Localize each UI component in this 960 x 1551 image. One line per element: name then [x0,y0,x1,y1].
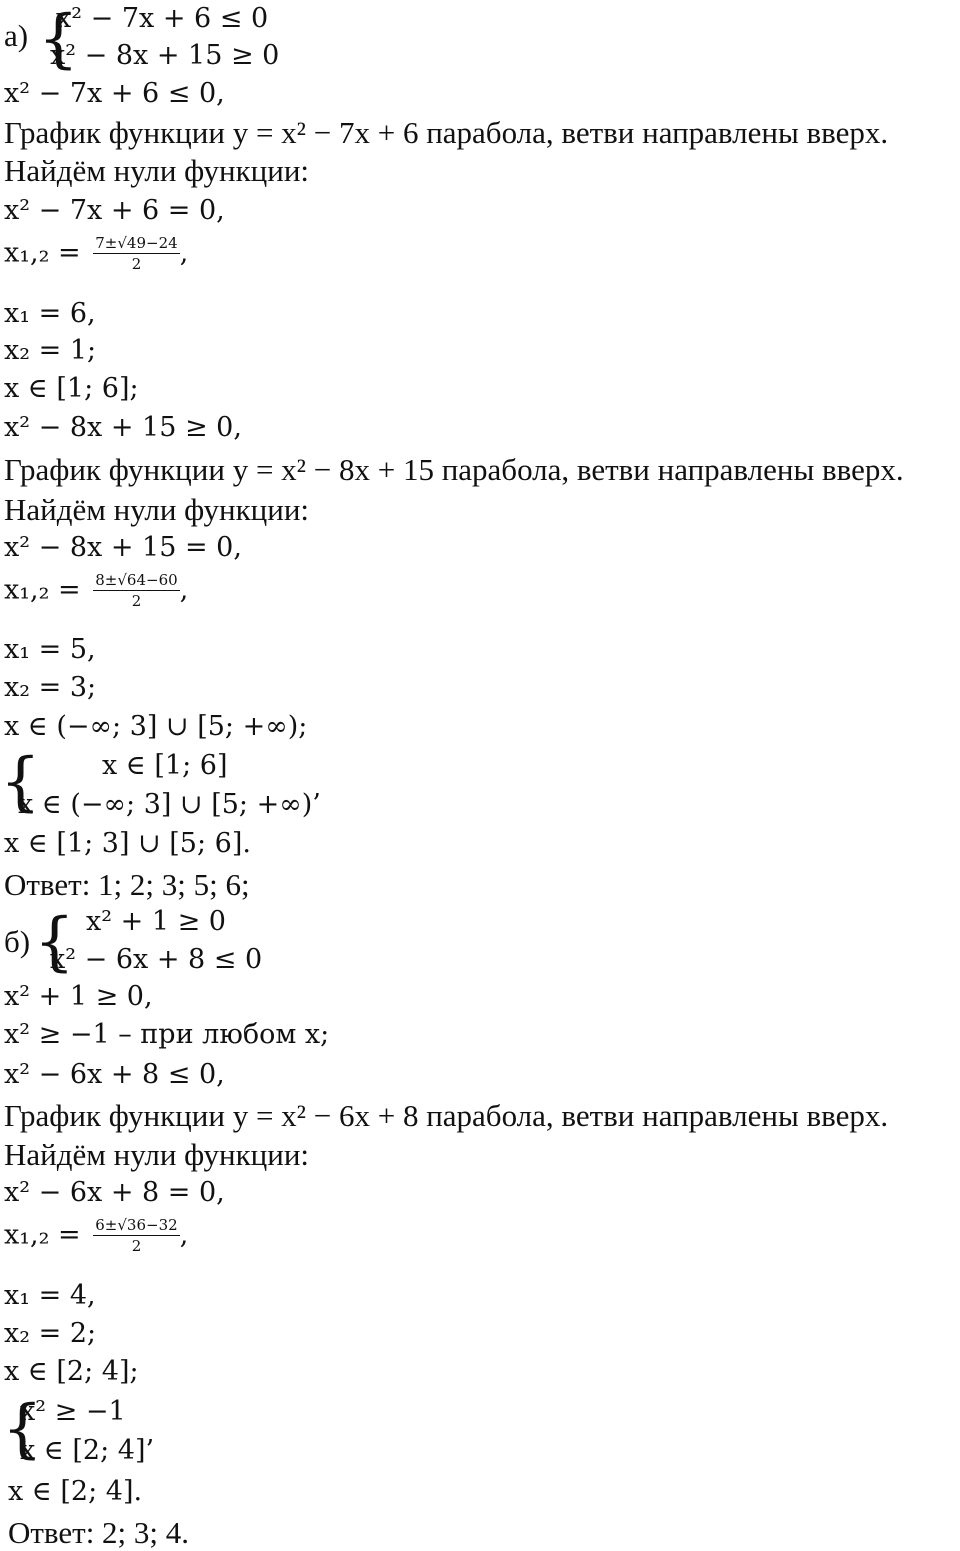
zeros-heading: Найдём нули функции: [4,1137,310,1172]
fraction-denominator: 2 [131,592,142,610]
inequality: x² − 8x + 15 ≥ 0, [4,412,242,443]
root-value: x₂ = 1; [4,335,97,366]
system-line: x² ≥ −1 [20,1396,126,1427]
system-brace: { [38,2,79,76]
roots-formula [4,573,188,609]
fraction-denominator: 2 [131,1237,142,1255]
roots-lhs: x₁,₂ = [4,1219,81,1251]
graph-statement: График функции y = x² − 7x + 6 парабола, ветви направлены вверх. [4,115,889,150]
roots-lhs: x₁,₂ = [4,237,81,269]
system-line: x ∈ (−∞; 3] ∪ [5; +∞)’ [18,789,321,820]
root-value: x₁ = 4, [4,1280,96,1311]
root-value: x₁ = 5, [4,634,96,665]
solution-interval: x ∈ (−∞; 3] ∪ [5; +∞); [4,711,308,742]
roots-tail: , [179,574,189,606]
system-line: x ∈ [2; 4]’ [20,1435,155,1466]
fraction-numerator: 7±√49−24 [95,234,178,252]
system-brace: { [2,1392,43,1466]
system-line: x² − 6x + 8 ≤ 0 [50,944,263,975]
fraction-numerator: 8±√64−60 [95,571,178,589]
solution-interval: x ∈ [2; 4]; [4,1356,139,1387]
result: x ∈ [1; 3] ∪ [5; 6]. [4,828,251,859]
system-line: x ∈ [1; 6] [102,750,228,781]
result: x ∈ [2; 4]. [8,1476,143,1507]
roots-tail: , [179,1219,189,1251]
part-a-label: а) [4,18,29,53]
fraction-numerator: 6±√36−32 [95,1216,178,1234]
graph-statement: График функции y = x² − 6x + 8 парабола, ветви направлены вверх. [4,1098,889,1133]
zeros-heading: Найдём нули функции: [4,153,310,188]
inequality: x² + 1 ≥ 0, [4,981,153,1012]
zeros-heading: Найдём нули функции: [4,492,310,527]
answer: Ответ: 2; 3; 4. [8,1515,190,1550]
root-value: x₂ = 2; [4,1318,97,1349]
equation: x² − 6x + 8 = 0, [4,1177,225,1208]
roots-formula [4,1218,188,1254]
root-value: x₂ = 3; [4,672,97,703]
answer: Ответ: 1; 2; 3; 5; 6; [4,867,250,902]
note: x² ≥ −1 – при любом x; [4,1019,330,1050]
inequality: x² − 6x + 8 ≤ 0, [4,1059,225,1090]
fraction-denominator: 2 [131,255,142,273]
system-line: x² − 8x + 15 ≥ 0 [50,40,280,71]
equation: x² − 8x + 15 = 0, [4,532,242,563]
system-line: x² + 1 ≥ 0 [86,906,226,937]
equation: x² − 7x + 6 = 0, [4,195,225,226]
graph-statement: График функции y = x² − 8x + 15 парабола, ветви направлены вверх. [4,452,904,487]
fraction [93,1218,179,1254]
system-line: x² − 7x + 6 ≤ 0 [56,3,269,34]
root-value: x₁ = 6, [4,298,96,329]
part-b-label: б) [4,924,31,959]
system-brace: { [0,745,41,819]
fraction [93,236,179,272]
fraction [93,573,179,609]
roots-formula [4,236,188,272]
solution-interval: x ∈ [1; 6]; [4,373,139,404]
inequality: x² − 7x + 6 ≤ 0, [4,78,225,109]
system-brace: { [34,905,75,979]
roots-tail: , [179,237,189,269]
roots-lhs: x₁,₂ = [4,574,81,606]
